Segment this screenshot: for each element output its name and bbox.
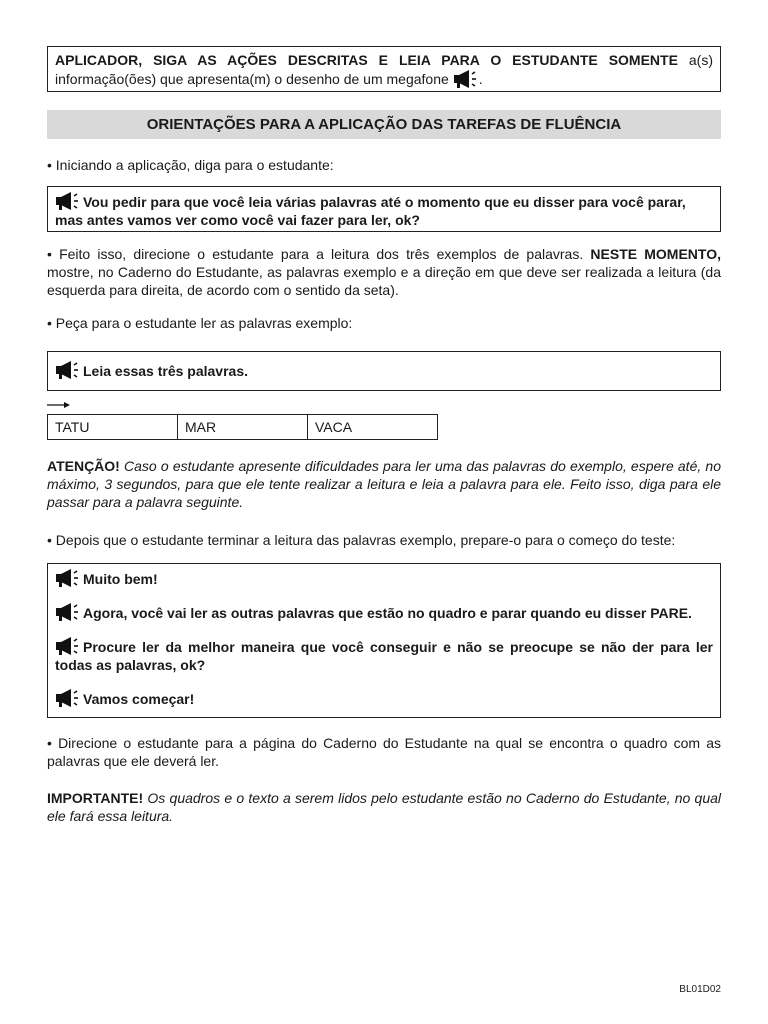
section-title: ORIENTAÇÕES PARA A APLICAÇÃO DAS TAREFAS DE FLUÊNCIA	[47, 110, 721, 139]
speech-text: Leia essas três palavras.	[83, 363, 249, 379]
step-direct: • Direcione o estudante para a página do Caderno do Estudante na qual se encontra o quadro com as palavras que ele deverá ler.	[47, 735, 721, 769]
megaphone-icon	[55, 636, 79, 656]
megaphone-icon	[55, 568, 79, 588]
megaphone-icon	[55, 360, 79, 380]
speech-line	[55, 688, 713, 708]
example-words-table	[47, 414, 438, 440]
megaphone-icon	[55, 191, 79, 211]
table-row	[48, 415, 438, 440]
example-word-3: VACA	[308, 415, 438, 440]
speech-box-start	[47, 563, 721, 718]
important-text: Os quadros e o texto a serem lidos pelo estudante estão no Caderno do Estudante, no qual ele fará essa leitura.	[47, 790, 722, 824]
instruction-box	[47, 46, 721, 92]
speech-text: Muito bem!	[83, 571, 158, 587]
step-examples-bold: NESTE MOMENTO,	[590, 246, 721, 262]
attention-label: ATENÇÃO!	[47, 458, 120, 474]
instruction-end: .	[478, 71, 483, 87]
page-code: BL01D02	[679, 984, 721, 995]
megaphone-icon	[55, 688, 79, 708]
important-note	[47, 789, 721, 825]
step-ask-read: • Peça para o estudante ler as palavras exemplo:	[47, 315, 353, 331]
speech-box-read	[47, 351, 721, 391]
example-word-2: MAR	[178, 415, 308, 440]
megaphone-icon	[55, 602, 79, 622]
speech-text: Vamos começar!	[83, 691, 195, 707]
step-start: • Iniciando a aplicação, diga para o estudante:	[47, 157, 334, 173]
step-examples	[47, 245, 721, 299]
attention-text: Caso o estudante apresente dificuldades para ler uma das palavras do exemplo, espere até, no máximo, 3 segundos, para que ele tente realizar a leitura e leia a palavra para ele. Feito isso, diga para ele passar para a palavra seguinte.	[47, 458, 721, 510]
attention-note	[47, 457, 721, 511]
speech-text: Agora, você vai ler as outras palavras que estão no quadro e parar quando eu disser PARE.	[83, 605, 692, 621]
speech-text: Vou pedir para que você leia várias palavras até o momento que eu disser para você parar, mas antes vamos ver como você vai fazer para ler, ok?	[55, 194, 686, 228]
speech-line	[55, 636, 713, 674]
step-examples-text-2: mostre, no Caderno do Estudante, as palavras exemplo e a direção em que deve ser realizada a leitura (da esquerda para direita, de acordo com o sentido da seta).	[47, 264, 721, 298]
speech-line	[55, 602, 713, 622]
step-examples-text: • Feito isso, direcione o estudante para a leitura dos três exemplos de palavras.	[47, 246, 584, 262]
instruction-bold: APLICADOR, SIGA AS AÇÕES DESCRITAS E LEIA PARA O ESTUDANTE SOMENTE	[55, 52, 678, 68]
step-prepare: • Depois que o estudante terminar a leitura das palavras exemplo, prepare-o para o começo do teste:	[47, 532, 676, 548]
speech-text: Procure ler da melhor maneira que você conseguir e não se preocupe se não der para ler todas as palavras, ok?	[55, 639, 713, 673]
important-label: IMPORTANTE!	[47, 790, 144, 806]
arrow-right-icon	[47, 400, 71, 410]
instruction-text: a(s) informação(ões) que apresenta(m) o desenho de um megafone	[55, 52, 714, 87]
speech-box-intro	[47, 186, 721, 232]
speech-line	[55, 568, 713, 588]
example-word-1: TATU	[48, 415, 178, 440]
megaphone-icon	[453, 69, 477, 89]
